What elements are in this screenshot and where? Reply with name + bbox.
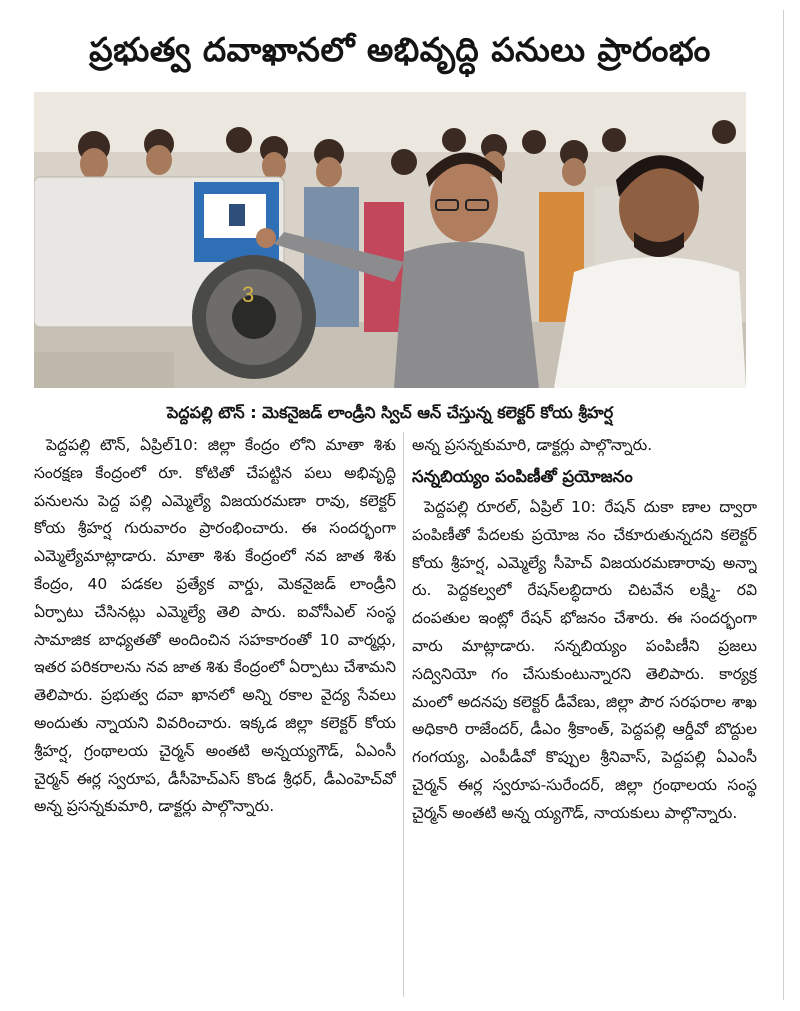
article-main-continuation [412, 432, 757, 460]
photo-caption: పెద్దపల్లి టౌన్‌ : మెకనైజడ్‌ లాండ్రీని స్విచ్‌ ఆన్‌ చేస్తున్న కలెక్టర్‌ కోయ శ్రీహర్ష [166, 403, 614, 422]
article-main-text: పెద్దపల్లి టౌన్‌, ఏప్రిల్‌10: జిల్లా కేంద్రం లోని మాతా శిశు సంరక్షణ కేంద్రంలో రూ. కోటితో చేపట్టిన పలు అభివృద్ధి పనులను పెద్ద పల్లి ఎమ్మెల్యే విజయరమణా రావు, కలెక్టర్‌ కోయ శ్రీహర్ష గురువారం ప్రారంభించారు. ఈ సందర్భంగా ఎమ్మెల్యేమాట్లాడారు. మాతా శిశు కేంద్రంలో నవ జాత శిశు కేంద్రం, 40 పడకల ప్రత్యేక వార్డు, మెకనైజడ్‌ లాండ్రీని ఏర్పాటు చేసినట్లు ఎమ్మెల్యే తెలి పారు. ఐవోసీఎల్‌ సంస్థ సామాజిక బాధ్యతతో అందించిన సహకారంతో 10 వార్మర్లు, ఇతర పరికరాలను నవ జాత శిశు కేంద్రంలో ఏర్పాటు చేశామని తెలిపారు. ప్రభుత్వ దవా ఖానలో అన్ని రకాల వైద్య సేవలు అందుతు న్నాయని వివరించారు. ఇక్కడ జిల్లా కలెక్టర్‌ కోయ శ్రీహర్ష, గ్రంథాలయ చైర్మన్‌ అంతటి అన్నయ్యగౌడ్‌, ఏఎంసీ చైర్మన్‌ ఈర్ల స్వరూప, డీసీహెచ్‌ఎస్‌ కొండ శ్రీధర్‌, డీఎంహెచ్‌వో అన్న ప్రసన్నకుమారి, డాక్టర్లు పాల్గొన్నారు. [34, 436, 396, 816]
news-photo [34, 92, 746, 388]
svg-text:3: 3 [242, 282, 255, 307]
article-second-text: పెద్దపల్లి రూరల్‌, ఏప్రిల్‌ 10: రేషన్‌ దుకా ణాల ద్వారా పంపిణీతో పేదలకు ప్రయోజ నం చేకూరుతున్నదని కలెక్టర్‌ కోయ శ్రీహర్ష, ఎమ్మెల్యే సీహెచ్‌ విజయరమణారావు అన్నా రు. పెద్దకల్వలో రేషన్‌లబ్ధిదారు చిటవేన లక్ష్మి- రవి దంపతుల ఇంట్లో రేషన్‌ భోజనం చేశారు. ఈ సందర్భంగా వారు మాట్లాడారు. సన్నబియ్యం పంపిణీని ప్రజలు సద్వినియో గం చేసుకుంటున్నారని తెలిపారు. కార్యక్ర మంలో అదనపు కలెక్టర్‌ డీవేణు, జిల్లా పౌర సరఫరాల శాఖ అధికారి రాజేందర్‌, డీఎం శ్రీకాంత్‌, పెద్దపల్లి ఆర్డీవో బొద్దుల గంగయ్య, ఎంపీడీవో కొప్పుల శ్రీనివాస్‌, పెద్దపల్లి ఏఎంసీ చైర్మన్‌ ఈర్ల స్వరూప-సురేందర్‌, జిల్లా గ్రంథాలయ సంస్థ చైర్మన్‌ అంతటి అన్న య్యగౌడ్‌, నాయకులు పాల్గొన్నారు. [412, 498, 757, 822]
article-column-left [34, 432, 396, 997]
headline: ప్రభుత్వ దవాఖానలో అభివృద్ధి పనులు ప్రారంభం [89, 30, 711, 69]
article-column-right [403, 432, 757, 997]
article-main-continuation-text: అన్న ప్రసన్నకుమారి, డాక్టర్లు పాల్గొన్నారు. [412, 436, 653, 454]
page-rule [783, 10, 784, 1000]
subheading: సన్నబియ్యం పంపిణీతో ప్రయోజనం [412, 467, 633, 486]
